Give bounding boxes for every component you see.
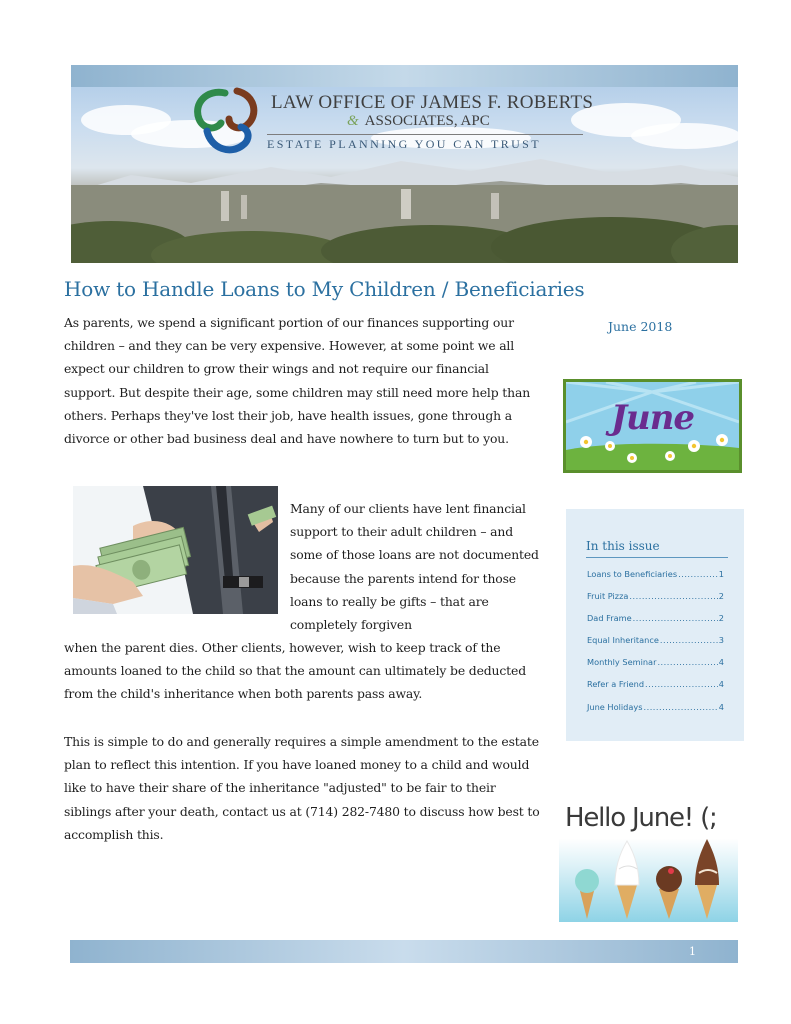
- logo-divider: [267, 134, 583, 135]
- toc-item-page: 4: [718, 701, 724, 712]
- article-paragraph: This is simple to do and generally requires a simple amendment to the estate plan to reflect this intention. If you have loaned money to a child and would like to have their share of the inheritance "adjusted" to be fair to their siblings after your death, contact us at (714) 282-7480 to discuss how best to accomplish this.: [64, 734, 540, 842]
- toc-item-title: Dad Frame: [587, 613, 632, 624]
- money-illustration: [73, 486, 278, 614]
- toc-item-equal-inheritance[interactable]: [587, 635, 724, 657]
- cloud-shape: [631, 123, 738, 149]
- toc-heading: In this issue: [586, 539, 728, 558]
- toc-item-fruit-pizza[interactable]: [587, 591, 724, 613]
- firm-logo-icon: [185, 85, 265, 157]
- june-card-text: June: [610, 398, 695, 438]
- header-banner: [71, 65, 738, 263]
- toc-item-title: Loans to Beneficiaries: [587, 569, 678, 579]
- money-handoff-photo: [73, 486, 278, 614]
- june-graphic: [563, 379, 742, 473]
- article-title: How to Handle Loans to My Children / Beneficiaries: [64, 277, 585, 301]
- city-skyline: [71, 185, 738, 263]
- toc-item-june-holidays[interactable]: [587, 702, 724, 724]
- hello-june-graphic: [559, 799, 738, 922]
- toc-dot-leader: [645, 679, 718, 689]
- toc-item-page: 4: [718, 657, 724, 668]
- firm-tagline: ESTATE PLANNING YOU CAN TRUST: [267, 137, 541, 151]
- toc-item-dad-frame[interactable]: [587, 613, 724, 635]
- toc-dot-leader: [643, 702, 717, 712]
- toc-item-title: Monthly Seminar: [587, 657, 657, 668]
- toc-item-title: Refer a Friend: [587, 679, 645, 690]
- toc-item-title: Equal Inheritance: [587, 635, 659, 646]
- banner-top-stripe: [71, 65, 738, 87]
- toc-item-title: Fruit Pizza: [587, 591, 629, 602]
- toc-item-page: 4: [718, 679, 724, 690]
- firm-name-line2: [347, 113, 490, 130]
- toc-item-refer-a-friend[interactable]: [587, 679, 724, 701]
- hello-june-text: Hello June! (;: [565, 803, 717, 833]
- firm-name: LAW OFFICE OF JAMES F. ROBERTS: [271, 92, 594, 113]
- toc-list: [587, 569, 724, 724]
- toc-item-loans[interactable]: [587, 569, 724, 591]
- article-paragraph: As parents, we spend a significant portion of our finances supporting our children – and they can be very expensive. However, at some point we all expect our children to grow their wings and not require our financial support. But despite their age, some children may still need more help than others. Perhaps they've lost their job, have health issues, gone through a divorce or other bad business deal and have nowhere to turn but to you.: [64, 315, 531, 447]
- toc-dot-leader: [633, 613, 718, 623]
- toc-item-page: 1: [718, 569, 724, 579]
- article-paragraph: when the parent dies. Other clients, however, wish to keep track of the amounts loaned to the child so that the amount can ultimately be deducted from the child's inheritance when both parents pass away.: [64, 640, 526, 702]
- article-paragraph: Many of our clients have lent financial support to their adult children – and some of those loans are not documented because the parents intend for those loans to really be gifts – that are completely forgiven: [290, 501, 539, 633]
- toc-item-page: 2: [718, 613, 724, 624]
- toc-item-monthly-seminar[interactable]: [587, 657, 724, 679]
- toc-dot-leader: [629, 591, 717, 601]
- toc-dot-leader: [657, 657, 717, 667]
- firm-associates: ASSOCIATES, APC: [364, 113, 490, 129]
- footer-bar: [70, 940, 738, 963]
- ice-cream-cones-icon: [559, 799, 738, 922]
- toc-item-page: 3: [718, 635, 724, 646]
- page-number: 1: [689, 945, 696, 958]
- toc-dot-leader: [678, 569, 718, 579]
- issue-date: June 2018: [608, 319, 673, 334]
- toc-item-title: June Holidays: [587, 701, 643, 712]
- firm-ampersand: &: [347, 113, 359, 129]
- table-of-contents: [566, 509, 744, 741]
- toc-dot-leader: [660, 635, 718, 645]
- toc-item-page: 2: [718, 591, 724, 602]
